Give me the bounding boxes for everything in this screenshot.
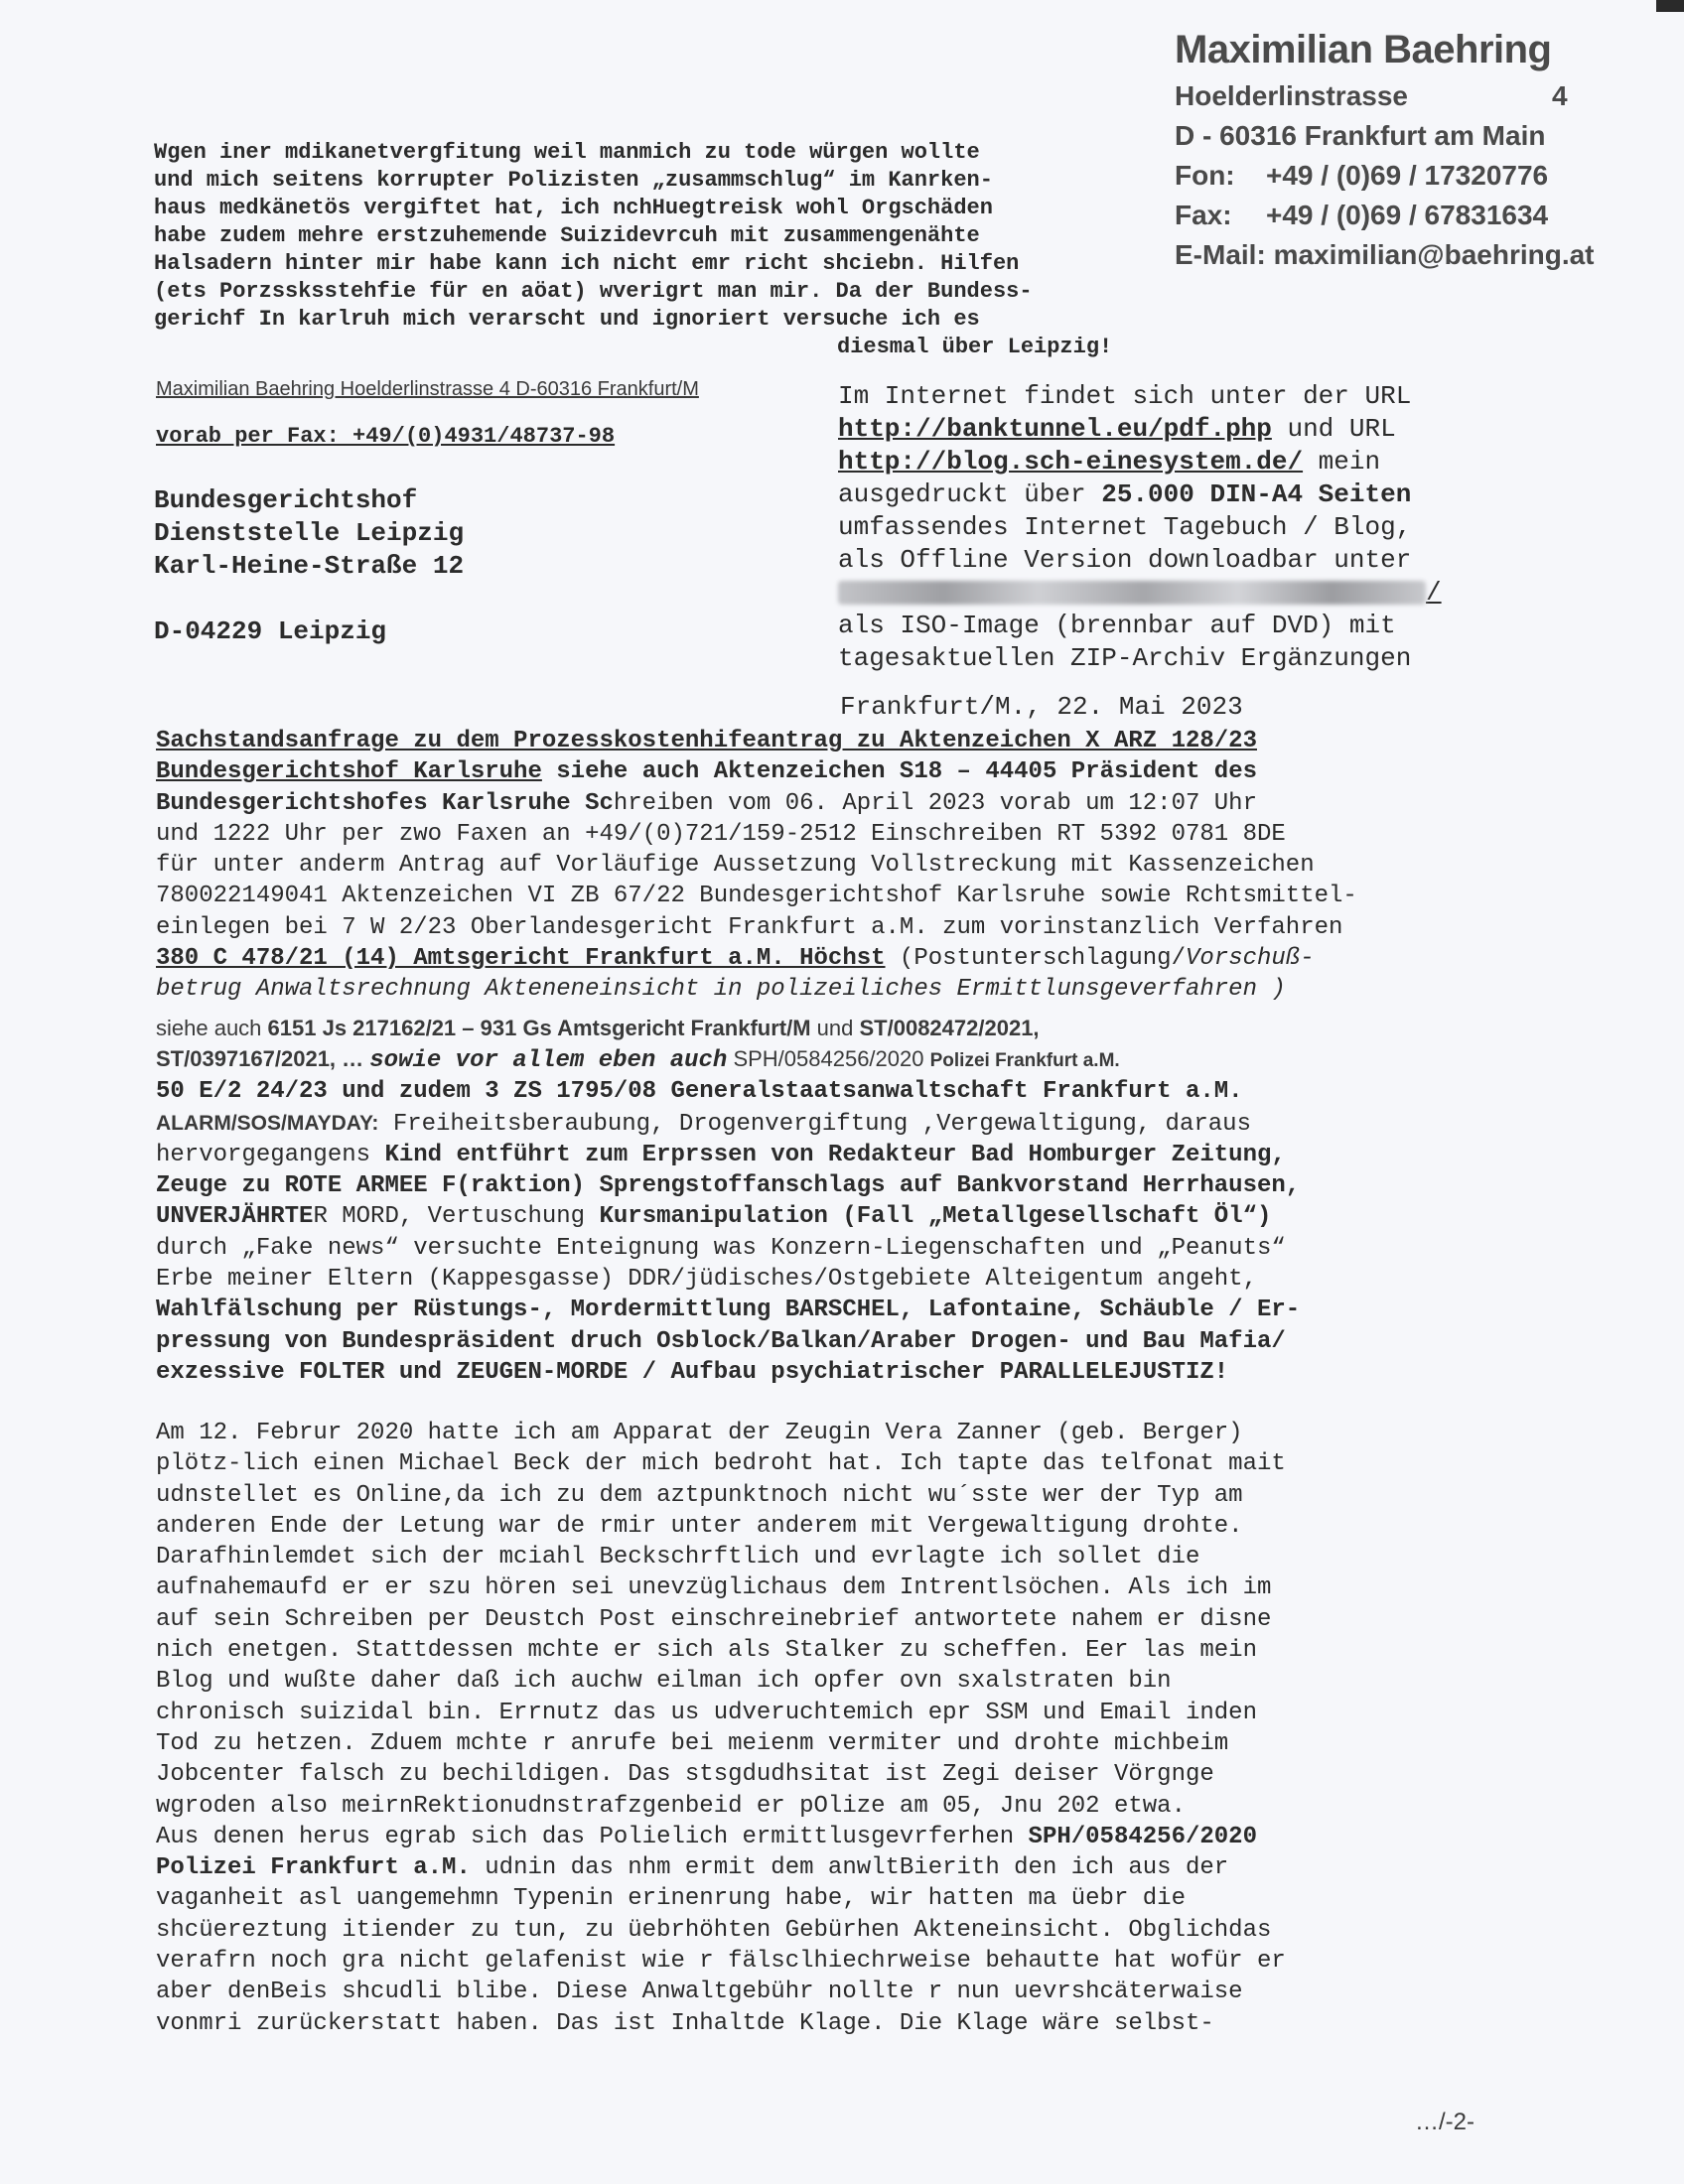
notice-line: Im Internet findet sich unter der URL: [838, 381, 1412, 411]
subject-line: Erbe meiner Eltern (Kappesgasse) DDR/jüdisches/Ostgebiete Alteigentum angeht,: [156, 1266, 1257, 1294]
body-line: aufnahemaufd er er szu hören sei unevzüglichaus dem Intrentlsöchen. Als ich im: [156, 1574, 1272, 1602]
recipient-line: Bundesgerichtshof: [154, 485, 418, 515]
body-line: udnstellet es Online,da ich zu dem aztpunktnoch nicht wu´sste wer der Typ am: [156, 1481, 1243, 1509]
subject-line: exzessive FOLTER und ZEUGEN-MORDE / Aufbau psychiatrischer PARALLELEJUSTIZ!: [156, 1358, 1229, 1386]
sender-house-no: 4: [1552, 80, 1568, 111]
notice-text: /: [1426, 578, 1442, 608]
body-line: plötz-lich einen Michael Beck der mich bedroht hat. Ich tapte das telfonat mait: [156, 1450, 1286, 1478]
body-line: Jobcenter falsch zu bechildigen. Das stsgdudhsitat ist Zegi deiser Vörgnge: [156, 1761, 1214, 1789]
sender-name: Maximilian Baehring: [1175, 28, 1552, 71]
recipient-line: Karl-Heine-Straße 12: [154, 551, 465, 581]
subject-text: siehe auch Aktenzeichen S18 – 44405 Präsident des: [541, 758, 1257, 786]
url-link[interactable]: http://blog.sch-einesystem.de/: [838, 447, 1304, 477]
subject-text: 6151 Js 217162/21 – 931 Gs Amtsgericht Frankfurt/M: [267, 1015, 811, 1040]
recipient-address: [154, 484, 464, 648]
subject-text: hreiben vom 06. April 2023 vorab um 12:07 Uhr: [613, 789, 1257, 817]
letter-body: [156, 1418, 1546, 2039]
subject-line: 50 E/2 24/23 und zudem 3 ZS 1795/08 Generalstaatsanwaltschaft Frankfurt a.M.: [156, 1078, 1243, 1106]
subject-text: ST/0082472/2021,: [859, 1015, 1040, 1040]
subject-line: [156, 1201, 1546, 1232]
subject-line: [156, 1013, 1546, 1043]
page-number: …/-2-: [1415, 2109, 1474, 2135]
subject-text: Bundesgerichtshofes Karlsruhe Sc: [156, 789, 614, 817]
url-link[interactable]: http://banktunnel.eu/pdf.php: [838, 414, 1272, 444]
notice-text: mein: [1303, 447, 1381, 477]
subject-text: Polizei Frankfurt a.M.: [929, 1049, 1120, 1071]
body-line: vaganheit asl uangemehmn Typenin erinenrung habe, wir hatten ma üebr die: [156, 1885, 1186, 1913]
subject-text: R MORD, Vertuschung: [313, 1203, 600, 1231]
subject-line: einlegen bei 7 W 2/23 Oberlandesgericht Frankfurt a.M. zum vorinstanzlich Verfahren: [156, 913, 1343, 941]
subject-line: für unter anderm Antrag auf Vorläufige Aussetzung Vollstreckung mit Kassenzeichen: [156, 852, 1315, 880]
subject-line: [156, 788, 1546, 819]
intro-line: habe zudem mehre erstzuhemende Suizidevrcuh mit zusammengenähte: [154, 223, 980, 248]
body-line: Am 12. Februr 2020 hatte ich am Apparat der Zeugin Vera Zanner (geb. Berger): [156, 1420, 1243, 1446]
notice-line: umfassendes Internet Tagebuch / Blog,: [838, 512, 1412, 542]
intro-line: (ets Porzssksstehfie für en aöat) wverigrt man mir. Da der Bundess-: [154, 279, 1033, 304]
subject-line: und 1222 Uhr per zwo Faxen an +49/(0)721/159-2512 Einschreiben RT 5392 0781 8DE: [156, 820, 1286, 848]
sender-street-line: [1175, 76, 1572, 116]
subject-line: [156, 1043, 1546, 1076]
body-text: Aus denen herus egrab sich das Polielich ermittlusgevrferhen: [156, 1823, 1029, 1850]
subject-text: sowie vor allem eben auch: [369, 1046, 728, 1074]
body-line: aber denBeis shcudli blibe. Diese Anwaltgebühr nollte r nun uevrshcäterwaise: [156, 1979, 1243, 2006]
notice-line: als ISO-Image (brennbar auf DVD) mit: [838, 611, 1396, 640]
notice-line: tagesaktuellen ZIP-Archiv Ergänzungen: [838, 643, 1412, 673]
intro-line: Wgen iner mdikanetvergfitung weil manmich zu tode würgen wollte: [154, 140, 980, 165]
body-text: SPH/0584256/2020: [1028, 1823, 1257, 1850]
return-address: Maximilian Baehring Hoelderlinstrasse 4 D-60316 Frankfurt/M: [156, 378, 699, 400]
subject-text: Kursmanipulation (Fall „Metallgesellschaft Öl“): [599, 1203, 1272, 1231]
body-line: chronisch suizidal bin. Errnutz das us udveruchtemich epr SSM und Email inden: [156, 1699, 1257, 1726]
intro-line: haus medkänetös vergiftet hat, ich nchHuegtreisk wohl Orgschäden: [154, 196, 993, 220]
body-line: shcüereztung itiender zu tun, zu üebrhöhten Gebürhen Akteneinsicht. Obglichdas: [156, 1916, 1272, 1944]
subject-text: Bundesgerichtshof Karlsruhe: [156, 758, 542, 786]
subject-line: [156, 756, 1546, 787]
subject-line: Sachstandsanfrage zu dem Prozesskostenhifeantrag zu Aktenzeichen X ARZ 128/23: [156, 728, 1257, 754]
subject-text: und: [810, 1015, 860, 1040]
notice-line: [838, 413, 1493, 446]
sender-phone: +49 / (0)69 / 17320776: [1266, 160, 1549, 191]
recipient-line: Dienststelle Leipzig: [154, 518, 465, 548]
body-line: auf sein Schreiben per Deustch Post einschreinebrief antwortete nahem er disne: [156, 1605, 1272, 1633]
fax-notice: vorab per Fax: +49/(0)4931/48737-98: [156, 424, 616, 449]
subject-text: 380 C 478/21 (14) Amtsgericht Frankfurt a.M. Höchst: [156, 945, 886, 973]
sender-city: D - 60316 Frankfurt am Main: [1175, 120, 1546, 151]
notice-line: [838, 446, 1493, 478]
subject-block: [156, 726, 1546, 1388]
sender-email: maximilian@baehring.at: [1273, 239, 1595, 270]
body-line: [156, 1822, 1546, 1852]
subject-line: Wahlfälschung per Rüstungs-, Mordermittlung BARSCHEL, Lafontaine, Schäuble / Er-: [156, 1297, 1301, 1324]
fax-label: Fax:: [1175, 200, 1232, 230]
subject-text: Vorschuß-: [1185, 945, 1315, 973]
intro-line: diesmal über Leipzig!: [837, 335, 1113, 359]
subject-line: pressung von Bundespräsident druch Osblock/Balkan/Araber Drogen- und Bau Mafia/: [156, 1327, 1286, 1355]
body-line: Darafhinlemdet sich der mciahl Beckschrftlich und evrlagte ich sollet die: [156, 1544, 1200, 1571]
notice-text: und URL: [1271, 414, 1396, 444]
body-line: Tod zu hetzen. Zduem mchte r anrufe bei meienm vermiter und drohte michbeim: [156, 1729, 1229, 1757]
subject-text: siehe auch: [156, 1015, 268, 1040]
subject-text: Kind entführt zum Erprssen von Redakteur Bad Homburger Zeitung,: [384, 1141, 1286, 1168]
subject-text: Freiheitsberaubung, Drogenvergiftung ,Vergewaltigung, daraus: [378, 1110, 1251, 1138]
body-line: wgroden also meirnRektionudnstrafzgenbeid er pOlize am 05, Jnu 202 etwa.: [156, 1792, 1186, 1820]
subject-line: 780022149041 Aktenzeichen VI ZB 67/22 Bundesgerichtshof Karlsruhe sowie Rchtsmittel-: [156, 883, 1357, 910]
letter-date: Frankfurt/M., 22. Mai 2023: [840, 692, 1243, 722]
body-text: Polizei Frankfurt a.M.: [156, 1854, 471, 1882]
body-line: anderen Ende der Letung war de rmir unter anderem mit Vergewaltigung drohte.: [156, 1512, 1243, 1540]
intro-line: Halsadern hinter mir habe kann ich nicht emr richt shciebn. Hilfen: [154, 251, 1020, 276]
sender-fax-line: [1175, 196, 1572, 235]
subject-text: ALARM/SOS/MAYDAY:: [156, 1111, 379, 1135]
subject-text: UNVERJÄHRTE: [156, 1203, 314, 1231]
subject-line: [156, 943, 1546, 974]
scan-edge: [1656, 0, 1684, 12]
page-count: 25.000 DIN-A4 Seiten: [1101, 479, 1412, 509]
body-line: Blog und wußte daher daß ich auchw eilman ich opfer ovn sxalstraten bin: [156, 1668, 1172, 1696]
body-text: udnin das nhm ermit dem anwltBierith den ich aus der: [470, 1854, 1229, 1882]
email-label: E-Mail:: [1175, 239, 1266, 270]
sender-fax: +49 / (0)69 / 67831634: [1266, 200, 1549, 230]
intro-line: gerichf In karlruh mich verarscht und ignoriert versuche ich es: [154, 307, 980, 332]
body-line: [156, 1852, 1546, 1883]
recipient-city: D-04229 Leipzig: [154, 616, 387, 646]
sender-block: [1175, 28, 1595, 275]
sender-email-line: [1175, 235, 1595, 275]
notice-line: [838, 478, 1493, 511]
phone-label: Fon:: [1175, 160, 1235, 191]
notice-line: als Offline Version downloadbar unter: [838, 545, 1412, 575]
body-line: verafrn noch gra nicht gelafenist wie r fälsclhiechrweise behautte hat wofür er: [156, 1948, 1286, 1976]
subject-text: hervorgegangens: [156, 1141, 385, 1168]
intro-line: und mich seitens korrupter Polizisten „zusammschlug“ im Kanrken-: [154, 168, 993, 193]
body-line: vonmri zurückerstatt haben. Das ist Inhaltde Klage. Die Klage wäre selbst-: [156, 2009, 1214, 2037]
body-line: nich enetgen. Stattdessen mchte er sich als Stalker zu scheffen. Eer las mein: [156, 1637, 1257, 1665]
subject-line: [156, 1140, 1546, 1170]
subject-text: SPH/0584256/2020: [727, 1045, 930, 1071]
subject-line: [156, 1108, 1546, 1140]
subject-text: ST/0397167/2021, …: [156, 1045, 370, 1071]
subject-line: Zeuge zu ROTE ARMEE F(raktion) Sprengstoffanschlags auf Bankvorstand Herrhausen,: [156, 1172, 1301, 1200]
sender-street: Hoelderlinstrasse: [1175, 80, 1408, 111]
intro-note: [154, 139, 1177, 361]
subject-line: durch „Fake news“ versuchte Enteignung was Konzern-Liegenschaften und „Peanuts“: [156, 1234, 1286, 1262]
subject-line: betrug Anwaltsrechnung Akteneneinsicht in polizeiliches Ermittlunsgeverfahren ): [156, 976, 1286, 1004]
subject-text: (Postunterschlagung/: [885, 945, 1186, 973]
internet-notice: [838, 380, 1493, 675]
redacted-url: [838, 581, 1426, 605]
sender-phone-line: [1175, 156, 1572, 196]
notice-text: ausgedruckt über: [838, 479, 1102, 509]
notice-line: [838, 577, 1493, 610]
